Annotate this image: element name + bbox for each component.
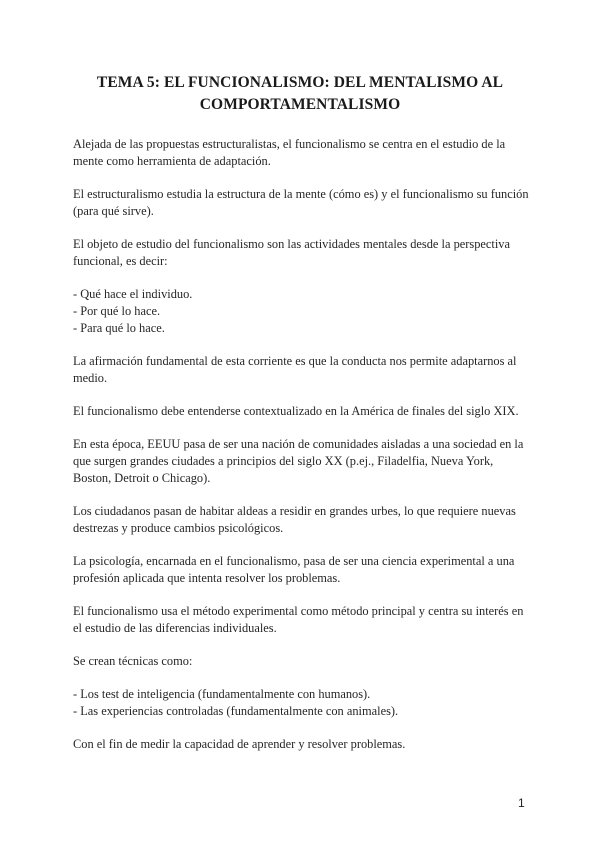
page-title xyxy=(60,72,540,116)
title-line-2: COMPORTAMENTALISMO xyxy=(199,96,401,113)
paragraph-3: El objeto de estudio del funcionalismo son las actividades mentales desde la perspectiva funcional, es decir: xyxy=(73,237,510,268)
techniques-list xyxy=(73,686,533,720)
paragraph-5: El funcionalismo debe entenderse contextualizado en la América de finales del siglo XIX. xyxy=(73,404,519,418)
question-list xyxy=(73,286,533,337)
paragraph-2: El estructuralismo estudia la estructura de la mente (cómo es) y el funcionalismo su función (para qué sirve). xyxy=(73,187,529,218)
paragraph-4: La afirmación fundamental de esta corriente es que la conducta nos permite adaptarnos al medio. xyxy=(73,354,517,385)
closing-paragraph: Con el fin de medir la capacidad de aprender y resolver problemas. xyxy=(73,737,406,751)
paragraph-8: La psicología, encarnada en el funcionalismo, pasa de ser una ciencia experimental a una profesión aplicada que intenta resolver los problemas. xyxy=(73,554,515,585)
list-item: - Las experiencias controladas (fundamentalmente con animales). xyxy=(73,704,399,718)
list-item: - Por qué lo hace. xyxy=(73,304,161,318)
paragraph-9: El funcionalismo usa el método experimental como método principal y centra su interés en el estudio de las diferencias individuales. xyxy=(73,604,524,635)
paragraph-1: Alejada de las propuestas estructuralistas, el funcionalismo se centra en el estudio de la mente como herramienta de adaptación. xyxy=(73,137,506,168)
document-body xyxy=(73,136,533,769)
paragraph-6: En esta época, EEUU pasa de ser una nación de comunidades aisladas a una sociedad en la que surgen grandes ciudades a principios del siglo XX (p.ej., Filadelfia, Nueva York, Boston, Detroit o Chicago). xyxy=(73,437,524,485)
paragraph-7: Los ciudadanos pasan de habitar aldeas a residir en grandes urbes, lo que requiere nuevas destrezas y produce cambios psicológicos. xyxy=(73,504,516,535)
paragraph-10: Se crean técnicas como: xyxy=(73,654,193,668)
page-number: 1 xyxy=(518,796,525,810)
title-line-1: TEMA 5: EL FUNCIONALISMO: DEL MENTALISMO AL xyxy=(96,74,504,91)
list-item: - Para qué lo hace. xyxy=(73,321,165,335)
list-item: - Qué hace el individuo. xyxy=(73,287,193,301)
list-item: - Los test de inteligencia (fundamentalmente con humanos). xyxy=(73,687,371,701)
